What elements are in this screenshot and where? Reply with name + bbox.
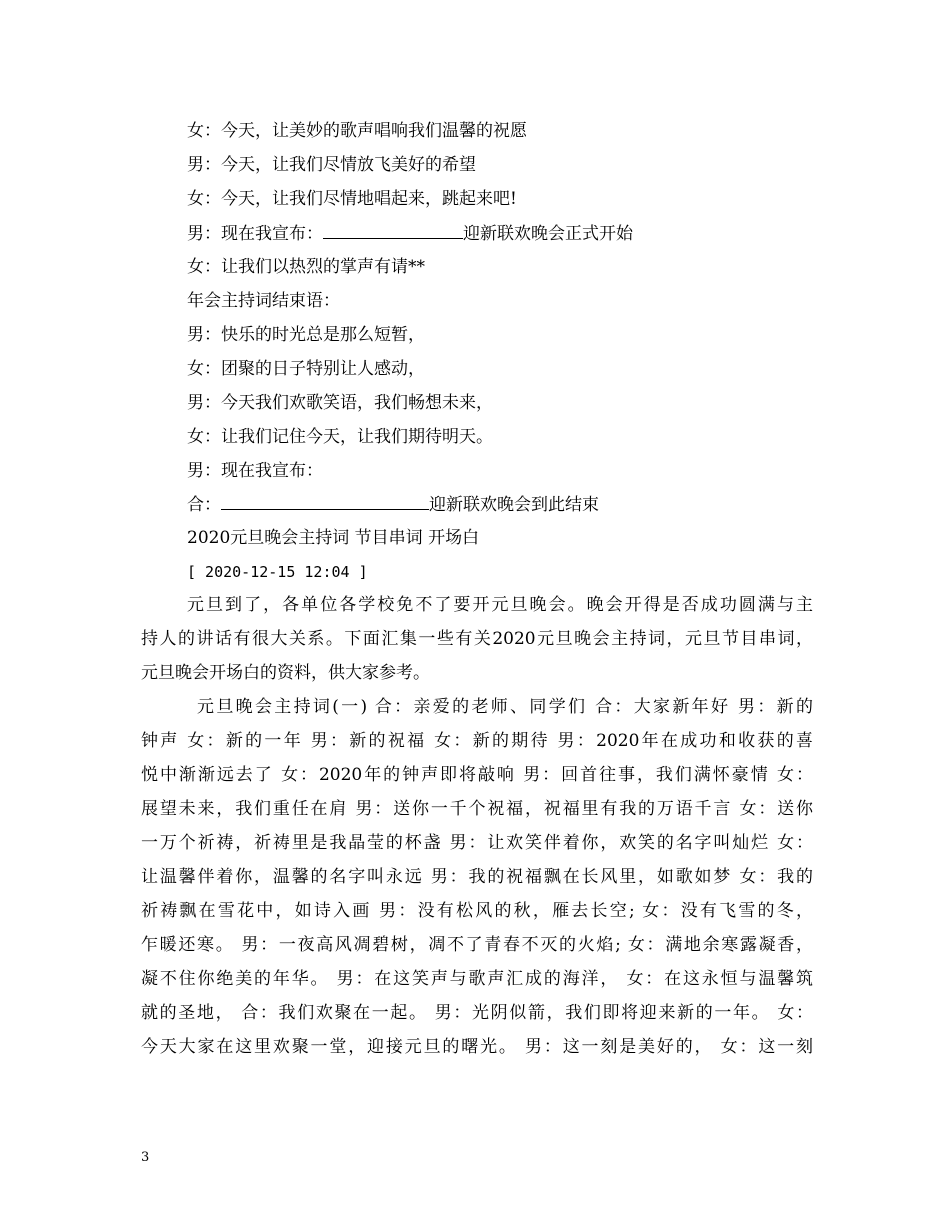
intro-line: 元旦到了，各单位各学校免不了要开元旦晚会。晚会开得是否成功圆满与主 xyxy=(187,595,813,615)
dialogue-line-10: 女：让我们记住今天，让我们期待明天。 xyxy=(187,427,493,447)
dialogue-line-12 xyxy=(187,494,599,515)
dialogue-line-5: 女：让我们以热烈的掌声有请** xyxy=(187,257,425,277)
dialogue-line-7: 男：快乐的时光总是那么短暂， xyxy=(187,325,425,345)
dialogue-line-4 xyxy=(187,223,633,244)
body-line: 元旦晚会主持词(一) 合：亲爱的老师、同学们 合：大家新年好 男：新的 xyxy=(197,697,813,717)
dialogue-line-2: 男：今天，让我们尽情放飞美好的希望 xyxy=(187,155,476,175)
body-line: 乍暖还寒。 男：一夜高风凋碧树，凋不了青春不灭的火焰; 女：满地余寒露凝香， xyxy=(141,935,813,955)
dialogue-line-4-prefix: 男：现在我宣布： xyxy=(187,224,323,244)
dialogue-line-12-prefix: 合： xyxy=(187,495,221,515)
dialogue-line-12-suffix: 迎新联欢晚会到此结束 xyxy=(429,495,599,515)
fill-in-blank xyxy=(323,223,463,239)
body-line: 祈祷飘在雪花中，如诗入画 男：没有松风的秋，雁去长空; 女：没有飞雪的冬， xyxy=(141,901,813,921)
dialogue-line-8: 女：团聚的日子特别让人感动， xyxy=(187,359,425,379)
intro-line: 持人的讲话有很大关系。下面汇集一些有关2020元旦晚会主持词，元旦节目串词， xyxy=(141,629,813,649)
page-number: 3 xyxy=(141,1150,150,1165)
body-paragraph xyxy=(141,690,813,1064)
article-title: 2020元旦晚会主持词 节目串词 开场白 xyxy=(187,528,480,548)
body-line: 悦中渐渐远去了 女：2020年的钟声即将敲响 男：回首往事，我们满怀豪情 女： xyxy=(141,765,813,785)
intro-line: 元旦晚会开场白的资料，供大家参考。 xyxy=(141,663,430,683)
dialogue-line-9: 男：今天我们欢歌笑语，我们畅想未来， xyxy=(187,393,493,413)
body-line: 凝不住你绝美的年华。 男：在这笑声与歌声汇成的海洋， 女：在这永恒与温馨筑 xyxy=(141,969,813,989)
dialogue-line-1: 女：今天，让美妙的歌声唱响我们温馨的祝愿 xyxy=(187,121,527,141)
body-line: 一万个祈祷，祈祷里是我晶莹的杯盏 男：让欢笑伴着你，欢笑的名字叫灿烂 女： xyxy=(141,833,813,853)
section-heading: 年会主持词结束语： xyxy=(187,291,340,311)
body-line: 今天大家在这里欢聚一堂，迎接元旦的曙光。 男：这一刻是美好的， 女：这一刻 xyxy=(141,1037,813,1057)
body-line: 钟声 女：新的一年 男：新的祝福 女：新的期待 男：2020年在成功和收获的喜 xyxy=(141,731,813,751)
dialogue-line-3: 女：今天，让我们尽情地唱起来，跳起来吧! xyxy=(187,189,517,209)
intro-paragraph xyxy=(141,588,813,690)
body-line: 就的圣地， 合：我们欢聚在一起。 男：光阴似箭，我们即将迎来新的一年。 女： xyxy=(141,1003,813,1023)
body-line: 展望未来，我们重任在肩 男：送你一千个祝福，祝福里有我的万语千言 女：送你 xyxy=(141,799,813,819)
article-date: [ 2020-12-15 12:04 ] xyxy=(187,563,368,581)
dialogue-line-4-suffix: 迎新联欢晚会正式开始 xyxy=(463,224,633,244)
dialogue-line-11: 男：现在我宣布： xyxy=(187,461,323,481)
body-line: 让温馨伴着你，温馨的名字叫永远 男：我的祝福飘在长风里，如歌如梦 女：我的 xyxy=(141,867,813,887)
fill-in-blank xyxy=(221,494,429,510)
